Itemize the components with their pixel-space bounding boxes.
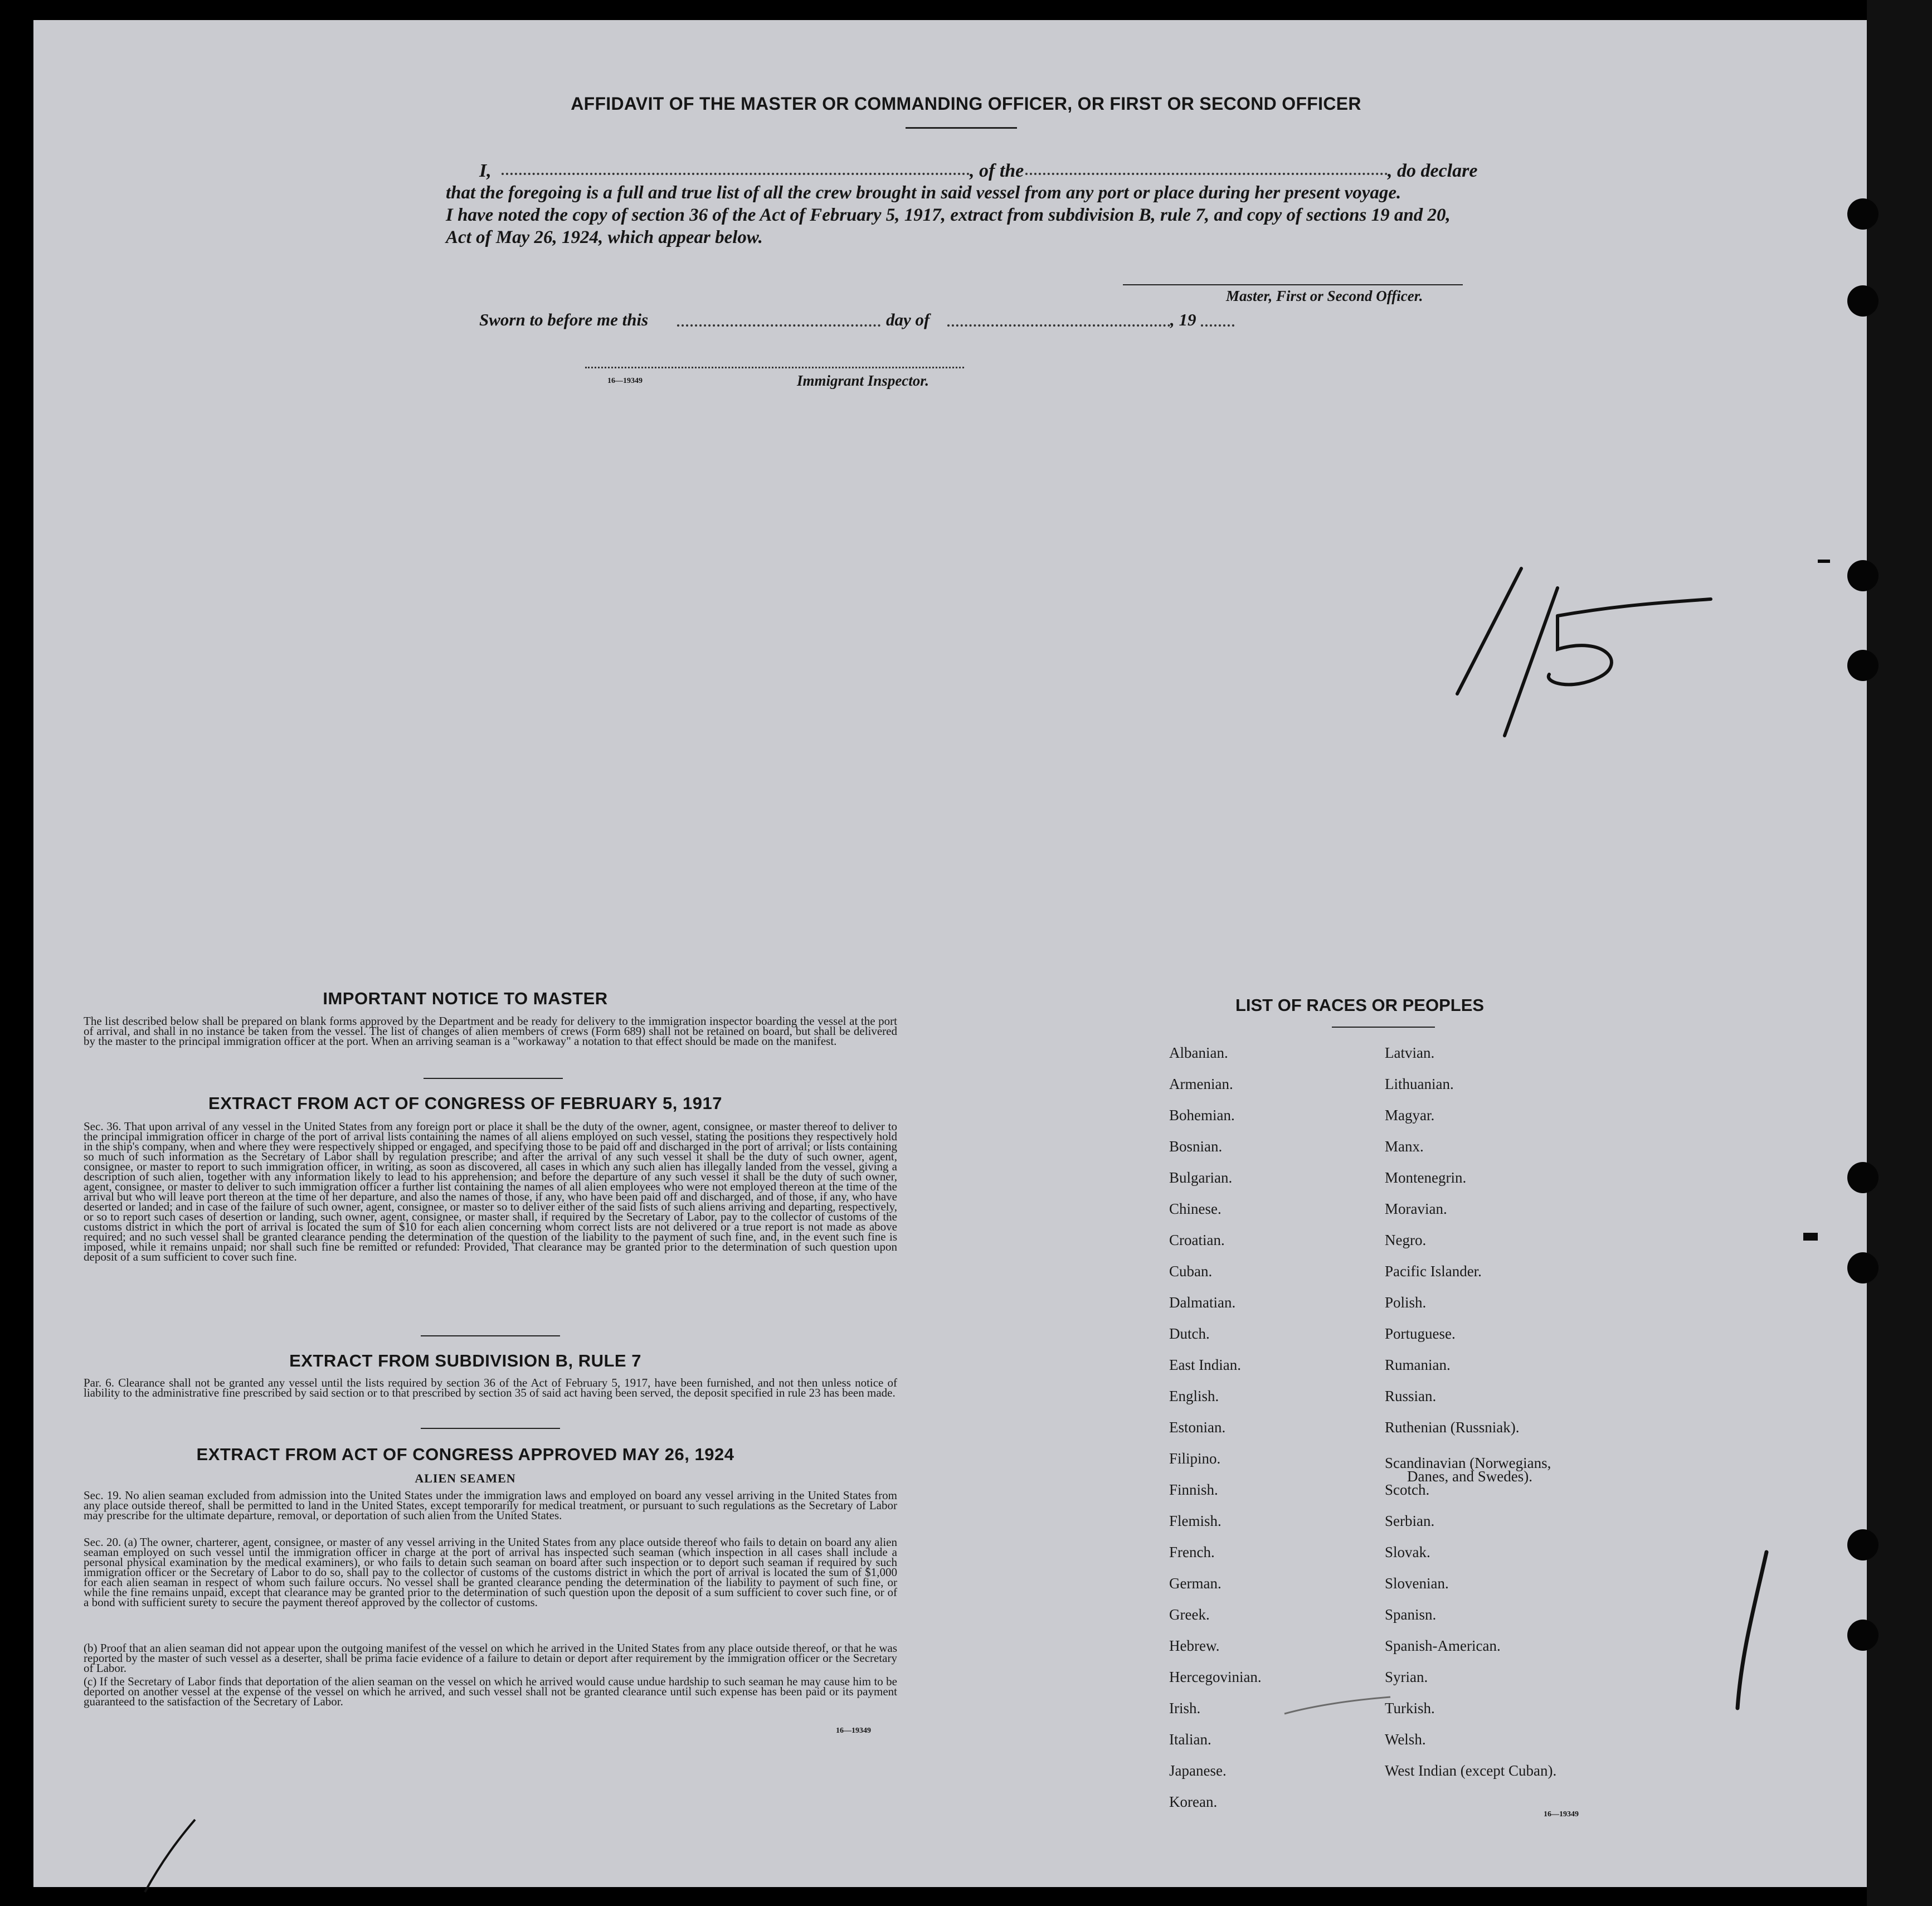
extract-1917-title: EXTRACT FROM ACT OF CONGRESS OF FEBRUARY 5, 1917 <box>208 1093 722 1113</box>
inspector-signature-field[interactable] <box>585 367 964 368</box>
race-item: Dutch. <box>1169 1325 1210 1342</box>
sworn-year-field[interactable] <box>1201 324 1234 327</box>
race-item: Italian. <box>1169 1731 1211 1748</box>
extract-1924-title: EXTRACT FROM ACT OF CONGRESS APPROVED MAY 26, 1924 <box>196 1445 734 1464</box>
race-item: Bohemian. <box>1169 1107 1235 1124</box>
extract-rule7-text: Par. 6. Clearance shall not be granted any vessel until the lists required by section 36 of the Act of February 5, 1917, have been furnished, and not then unless notice of liability to the administrative fine prescribed by said section or to that prescribed by section 35 of said act having been served, the deposit specified in rule 23 has been made. <box>84 1376 897 1399</box>
race-item: Ruthenian (Russniak). <box>1385 1419 1520 1436</box>
punch-hole <box>1847 650 1879 681</box>
race-item: Korean. <box>1169 1793 1218 1810</box>
race-item: Hercegovinian. <box>1169 1669 1262 1685</box>
signature-label: Master, First or Second Officer. <box>1226 288 1423 304</box>
race-item: Scotch. <box>1385 1481 1430 1498</box>
divider <box>424 1078 563 1079</box>
race-item: Slovenian. <box>1385 1575 1449 1592</box>
race-item: Chinese. <box>1169 1200 1222 1217</box>
sworn-day-field[interactable] <box>677 324 880 327</box>
affidavit-line1-start: I, <box>479 161 491 181</box>
race-item: Magyar. <box>1385 1107 1435 1124</box>
race-item: Scandinavian (Norwegians, <box>1385 1455 1551 1471</box>
race-item: Irish. <box>1169 1700 1201 1717</box>
races-title: LIST OF RACES OR PEOPLES <box>1235 995 1485 1015</box>
race-item: Negro. <box>1385 1232 1427 1248</box>
notice-title: IMPORTANT NOTICE TO MASTER <box>323 989 608 1008</box>
affidavit-line2: that the foregoing is a full and true list of all the crew brought in said vessel from any port or place during her present voyage. <box>446 183 1401 203</box>
race-item: East Indian. <box>1169 1356 1241 1373</box>
race-item: Serbian. <box>1385 1513 1435 1529</box>
scan-edge <box>1867 0 1932 1906</box>
race-item: Portuguese. <box>1385 1325 1456 1342</box>
inspector-label: Immigrant Inspector. <box>797 372 929 389</box>
race-item: Hebrew. <box>1169 1637 1220 1654</box>
punch-hole <box>1847 560 1879 591</box>
affidavit-title: AFFIDAVIT OF THE MASTER OR COMMANDING OFFICER, OR FIRST OR SECOND OFFICER <box>571 94 1361 114</box>
affidavit-line4: Act of May 26, 1924, which appear below. <box>446 227 763 247</box>
affidavit-line1-of: , of the <box>970 161 1024 181</box>
race-item: Pacific Islander. <box>1385 1263 1482 1280</box>
extract-rule7-title: EXTRACT FROM SUBDIVISION B, RULE 7 <box>289 1351 641 1370</box>
race-item: Spanisn. <box>1385 1606 1437 1623</box>
divider <box>421 1428 560 1429</box>
affidavit-line1-end: , do declare <box>1388 161 1478 181</box>
race-item: Danes, and Swedes). <box>1407 1468 1532 1485</box>
title-underline <box>906 127 1017 129</box>
sworn-day-label: day of <box>886 310 930 329</box>
race-item: Welsh. <box>1385 1731 1426 1748</box>
race-item: Greek. <box>1169 1606 1210 1623</box>
race-item: Spanish-American. <box>1385 1637 1501 1654</box>
punch-hole <box>1847 1529 1879 1560</box>
name-field[interactable] <box>502 173 970 175</box>
race-item: West Indian (except Cuban). <box>1385 1762 1557 1779</box>
vessel-field[interactable] <box>1025 173 1388 175</box>
race-item: Croatian. <box>1169 1232 1225 1248</box>
punch-hole <box>1847 1620 1879 1651</box>
extract-1924-sec20b: (b) Proof that an alien seaman did not appear upon the outgoing manifest of the vessel on which he arrived in the United States from any place outside thereof, or that he was reported by the master of such vessel as a deserter, shall be prima facie evidence of a failure to detain or deport after requirement by the immigration officer or the Secretary of Labor. <box>84 1641 897 1675</box>
handwritten-mark-top <box>1438 557 1716 741</box>
race-item: Armenian. <box>1169 1076 1233 1092</box>
form-number-top: 16—19349 <box>607 377 643 385</box>
notice-text: The list described below shall be prepared on blank forms approved by the Department and be ready for delivery to the immigration inspector boarding the vessel at the port of arrival, and shall in no instance be taken from the vessel. The list of changes of alien members of crews (Form 689) shall not be retained on board, but shall be delivered by the master to the principal immigration officer at the port. When an arriving seaman is a "workaway" a notation to that effect should be made on the manifest. <box>84 1014 897 1048</box>
race-item: Moravian. <box>1385 1200 1447 1217</box>
race-item: English. <box>1169 1388 1219 1404</box>
race-item: Japanese. <box>1169 1762 1227 1779</box>
race-item: Russian. <box>1385 1388 1437 1404</box>
race-item: Flemish. <box>1169 1513 1222 1529</box>
sworn-year-label: , 19 <box>1170 310 1196 329</box>
race-item: Latvian. <box>1385 1044 1435 1061</box>
faint-stroke <box>1282 1694 1393 1717</box>
punch-hole <box>1847 1162 1879 1193</box>
race-item: Bulgarian. <box>1169 1169 1233 1186</box>
extract-1924-sec20c: (c) If the Secretary of Labor finds that deportation of the alien seaman on the vessel on which he arrived would cause undue hardship to such seaman he may cause him to be deported on another vessel at the expense of the vessel on which he arrived, and such vessel shall not be granted clearance until such expense has been paid or its payment guaranteed to the satisfaction of the Secretary of Labor. <box>84 1675 897 1708</box>
punch-hole <box>1847 198 1879 230</box>
form-number-races: 16—19349 <box>1544 1810 1579 1819</box>
race-item: Rumanian. <box>1385 1356 1451 1373</box>
race-item: Estonian. <box>1169 1419 1226 1436</box>
signature-line <box>1123 284 1463 285</box>
corner-stroke <box>139 1817 206 1895</box>
race-item: Montenegrin. <box>1385 1169 1467 1186</box>
race-item: Polish. <box>1385 1294 1427 1311</box>
race-item: German. <box>1169 1575 1222 1592</box>
punch-hole <box>1847 1252 1879 1283</box>
race-item: Albanian. <box>1169 1044 1228 1061</box>
handwritten-mark-bottom <box>1727 1547 1772 1714</box>
race-item: Cuban. <box>1169 1263 1213 1280</box>
extract-1924-sec20a: Sec. 20. (a) The owner, charterer, agent, consignee, or master of any vessel arriving in the United States from any place outside thereof who fails to detain on board any alien seaman employed on such vessel until the immigration officer in charge at the port of arrival has inspected such seaman (which inspection in all cases shall include a personal physical examination by the medical examiners), or who fails to detain such seaman on board after such inspection or to deport such seaman if required by such immigration officer or the Secretary of Labor to do so, shall pay to the collector of customs of the customs district in which the port of arrival is located the sum of $1,000 for each alien seaman in respect of whom such failure occurs. No vessel shall be granted clearance pending the determination of the liability to payment of such fine, or while the fine remains unpaid, except that clearance may be granted prior to the determination of such question upon the deposit of a sum sufficient to cover such fine, or of a bond with sufficient surety to secure the payment thereof approved by the collector of customs. <box>84 1535 897 1609</box>
affidavit-line3: I have noted the copy of section 36 of the Act of February 5, 1917, extract from subdivision B, rule 7, and copy of sections 19 and 20, <box>446 205 1451 225</box>
race-item: Lithuanian. <box>1385 1076 1454 1092</box>
extract-1924-sec19: Sec. 19. No alien seaman excluded from admission into the United States under the immigration laws and employed on board any vessel arriving in the United States from any place outside thereof, shall be permitted to land in the United States, except temporarily for medical treatment, or pursuant to such regulations as the Secretary of Labor may prescribe for the ultimate departure, removal, or deportation of such alien from the United States. <box>84 1489 897 1522</box>
extract-1917-text: Sec. 36. That upon arrival of any vessel in the United States from any foreign port or place it shall be the duty of the owner, agent, consignee, or master thereof to deliver to the principal immigration officer in charge of the port of arrival lists containing the names of all aliens employed on such vessel, stating the positions they respectively hold in the ship's company, when and where they were respectively shipped or engaged, and specifying those to be paid off and discharged in the port of arrival; or lists containing so much of such information as the Secretary of Labor shall by regulation prescribe; and after the arrival of any such vessel it shall be the duty of such owner, agent, consignee, or master to report to such immigration officer, in writing, as soon as discovered, all cases in which any such alien has illegally landed from the vessel, giving a description of such alien, together with any information likely to lead to his apprehension; and before the departure of any such vessel it shall be the duty of such owner, agent, consignee, or master to deliver to such immigration officer a further list containing the names of all alien employees who were not employed thereon at the time of the arrival but who will leave port thereon at the time of her departure, and also the names of those, if any, who have been paid off and discharged, and of those, if any, who have deserted or landed; and in case of the failure of such owner, agent, consignee, or master so to deliver either of the said lists of such aliens arriving and departing, respectively, or so to report such cases of desertion or landing, such owner, agent, consignee, or master shall, if required by the Secretary of Labor, pay to the collector of customs of the customs district in which the port of arrival is located the sum of $10 for each alien concerning whom correct lists are not delivered or a true report is not made as above required; and no such vessel shall be granted clearance pending the determination of the question of the liability to the payment of such fine, and, in the event such fine is imposed, while it remains unpaid; nor shall such fine be remitted or refunded: Provided, That clearance may be granted prior to the determination of such question upon deposit of a sum sufficient to cover such fine. <box>84 1120 897 1263</box>
race-item: Manx. <box>1385 1138 1424 1155</box>
sworn-month-field[interactable] <box>947 324 1170 327</box>
race-item: French. <box>1169 1544 1215 1560</box>
edge-mark <box>1818 560 1830 563</box>
punch-hole <box>1847 285 1879 317</box>
race-item: Turkish. <box>1385 1700 1435 1717</box>
race-item: Filipino. <box>1169 1450 1221 1467</box>
race-item: Slovak. <box>1385 1544 1430 1560</box>
edge-mark <box>1803 1233 1818 1241</box>
race-item: Syrian. <box>1385 1669 1428 1685</box>
race-item: Finnish. <box>1169 1481 1218 1498</box>
alien-seamen-subtitle: ALIEN SEAMEN <box>415 1471 516 1485</box>
race-item: Dalmatian. <box>1169 1294 1236 1311</box>
form-number-left: 16—19349 <box>836 1727 871 1735</box>
races-title-underline <box>1332 1027 1435 1028</box>
race-item: Bosnian. <box>1169 1138 1223 1155</box>
sworn-label: Sworn to before me this <box>479 310 649 329</box>
divider <box>421 1335 560 1336</box>
